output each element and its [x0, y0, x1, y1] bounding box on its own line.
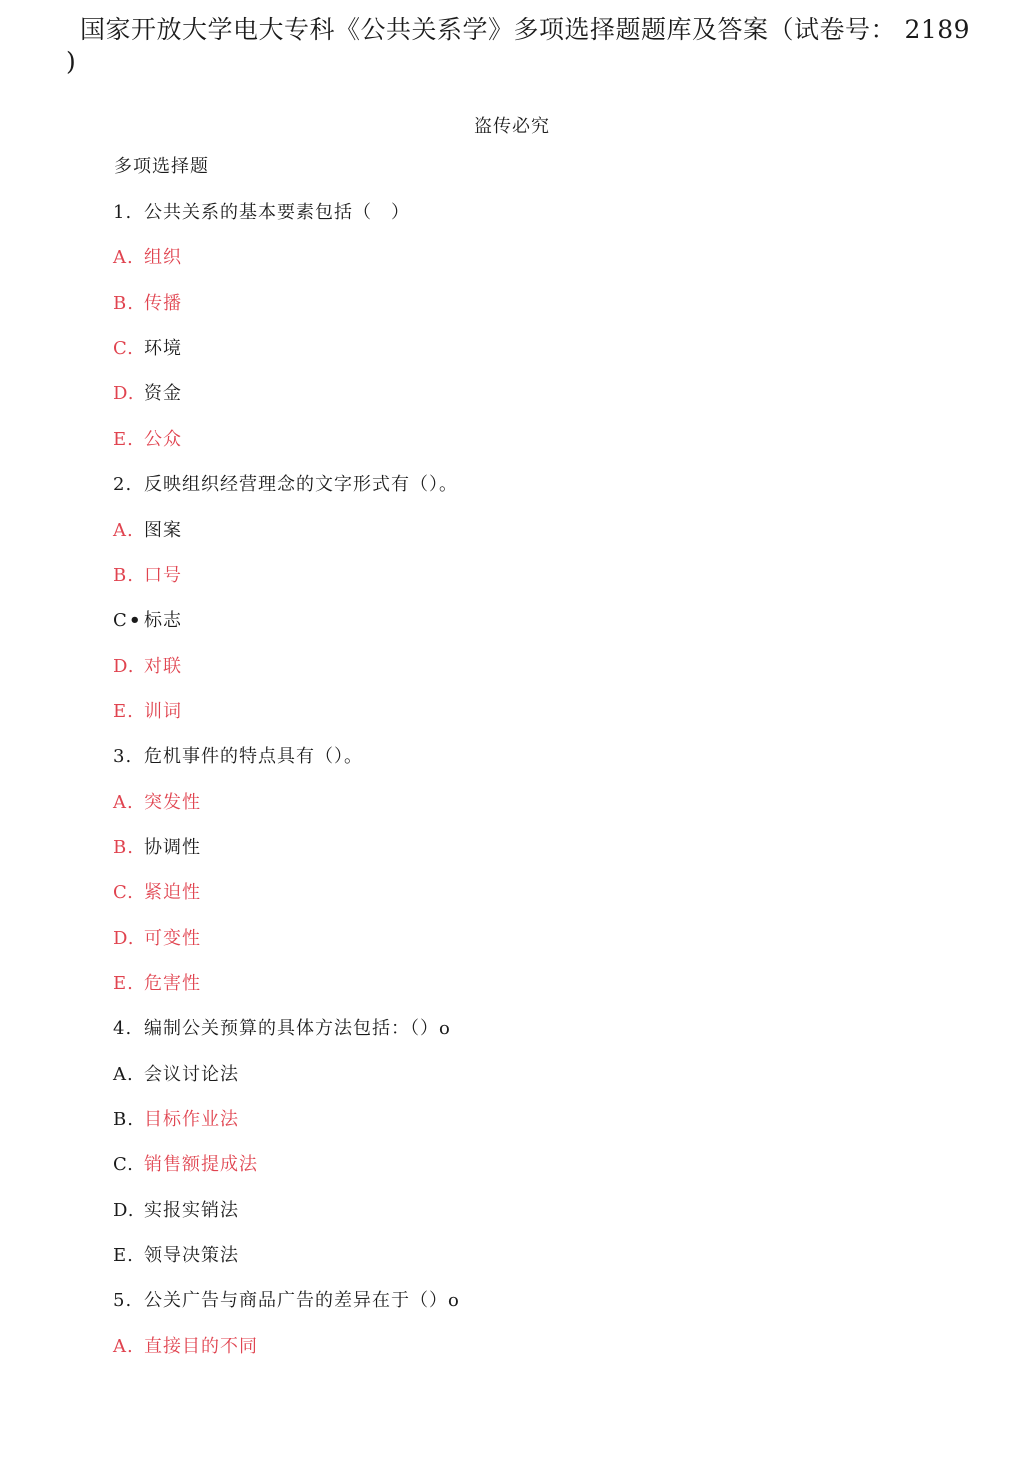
question-number: 5. — [113, 1290, 133, 1312]
question-text: 公关广告与商品广告的差异在于（）o — [144, 1290, 460, 1312]
option-item — [113, 882, 201, 904]
option-letter: D. — [113, 383, 135, 405]
question-text: 编制公关预算的具体方法包括：（）o — [144, 1018, 451, 1040]
option-item — [113, 293, 182, 315]
question-item — [113, 474, 458, 496]
option-letter: E. — [113, 973, 134, 994]
option-letter: A. — [113, 791, 134, 813]
option-text: 实报实销法 — [144, 1199, 239, 1221]
option-text: 会议讨论法 — [144, 1063, 239, 1085]
option-item — [113, 656, 182, 678]
option-text: 危害性 — [144, 973, 201, 994]
option-letter: B. — [113, 292, 134, 314]
option-letter: A. — [113, 519, 134, 541]
option-item — [113, 338, 182, 360]
question-item — [113, 746, 363, 768]
option-text: 突发性 — [144, 791, 201, 813]
option-text: 领导决策法 — [144, 1245, 239, 1266]
option-letter: E. — [113, 700, 134, 722]
option-item — [113, 928, 201, 950]
option-text: 图案 — [144, 519, 182, 541]
option-item — [113, 610, 182, 632]
option-letter: E. — [113, 1245, 134, 1266]
option-item — [113, 1064, 239, 1086]
option-item — [113, 837, 201, 859]
option-letter: C — [113, 610, 128, 632]
question-number: 1. — [113, 202, 133, 223]
question-item — [113, 1018, 451, 1040]
option-text: 环境 — [144, 338, 182, 360]
question-number: 2. — [113, 474, 133, 496]
option-letter: C. — [113, 338, 134, 360]
question-text: 反映组织经营理念的文字形式有（）。 — [144, 474, 458, 496]
option-item — [113, 247, 182, 269]
option-letter: C. — [113, 1154, 134, 1176]
option-letter: B. — [113, 564, 134, 586]
question-number: 4. — [113, 1018, 133, 1040]
option-text: 对联 — [144, 655, 182, 677]
option-item — [113, 1200, 239, 1222]
question-text: 危机事件的特点具有（）。 — [144, 746, 363, 768]
section-heading: 多项选择题 — [114, 156, 209, 177]
option-item — [113, 1336, 258, 1358]
option-item — [113, 1109, 239, 1131]
option-item — [113, 973, 201, 995]
option-letter: D. — [113, 927, 135, 949]
option-text: 训词 — [144, 700, 182, 722]
option-letter: B. — [113, 836, 134, 858]
document-title: 国家开放大学电大专科《公共关系学》多项选择题题库及答案（试卷号： 2189 — [80, 15, 971, 44]
bullet-dot-icon: • — [129, 610, 142, 632]
option-text: 紧迫性 — [144, 882, 201, 904]
option-letter: A. — [113, 1335, 134, 1357]
option-letter: D. — [113, 655, 135, 677]
question-number: 3. — [113, 746, 133, 768]
option-letter: A. — [113, 1063, 134, 1085]
option-text: 可变性 — [144, 927, 201, 949]
option-text: 资金 — [144, 383, 182, 405]
option-item — [113, 1245, 239, 1267]
option-item — [113, 1154, 258, 1176]
option-text: 口号 — [144, 564, 182, 586]
option-text: 目标作业法 — [144, 1109, 239, 1130]
option-item — [113, 383, 182, 405]
option-text: 销售额提成法 — [144, 1154, 258, 1176]
option-text: 协调性 — [144, 836, 201, 858]
option-item — [113, 565, 182, 587]
option-item — [113, 520, 182, 542]
question-text: 公共关系的基本要素包括（ ） — [144, 202, 410, 223]
option-letter: C. — [113, 882, 134, 904]
option-letter: D. — [113, 1199, 135, 1221]
question-item — [113, 202, 410, 224]
option-letter: E. — [113, 428, 134, 450]
option-text: 组织 — [144, 247, 182, 269]
option-item — [113, 701, 182, 723]
option-item — [113, 429, 182, 451]
document-title-tail: ) — [66, 47, 76, 76]
option-text: 传播 — [144, 292, 182, 314]
question-item — [113, 1290, 460, 1312]
option-letter: A. — [113, 247, 134, 269]
option-text: 标志 — [144, 610, 182, 632]
option-text: 直接目的不同 — [144, 1335, 258, 1357]
copyright-notice: 盗传必究 — [474, 116, 550, 137]
option-item — [113, 792, 201, 814]
option-letter: B. — [113, 1109, 134, 1130]
option-text: 公众 — [144, 428, 182, 450]
